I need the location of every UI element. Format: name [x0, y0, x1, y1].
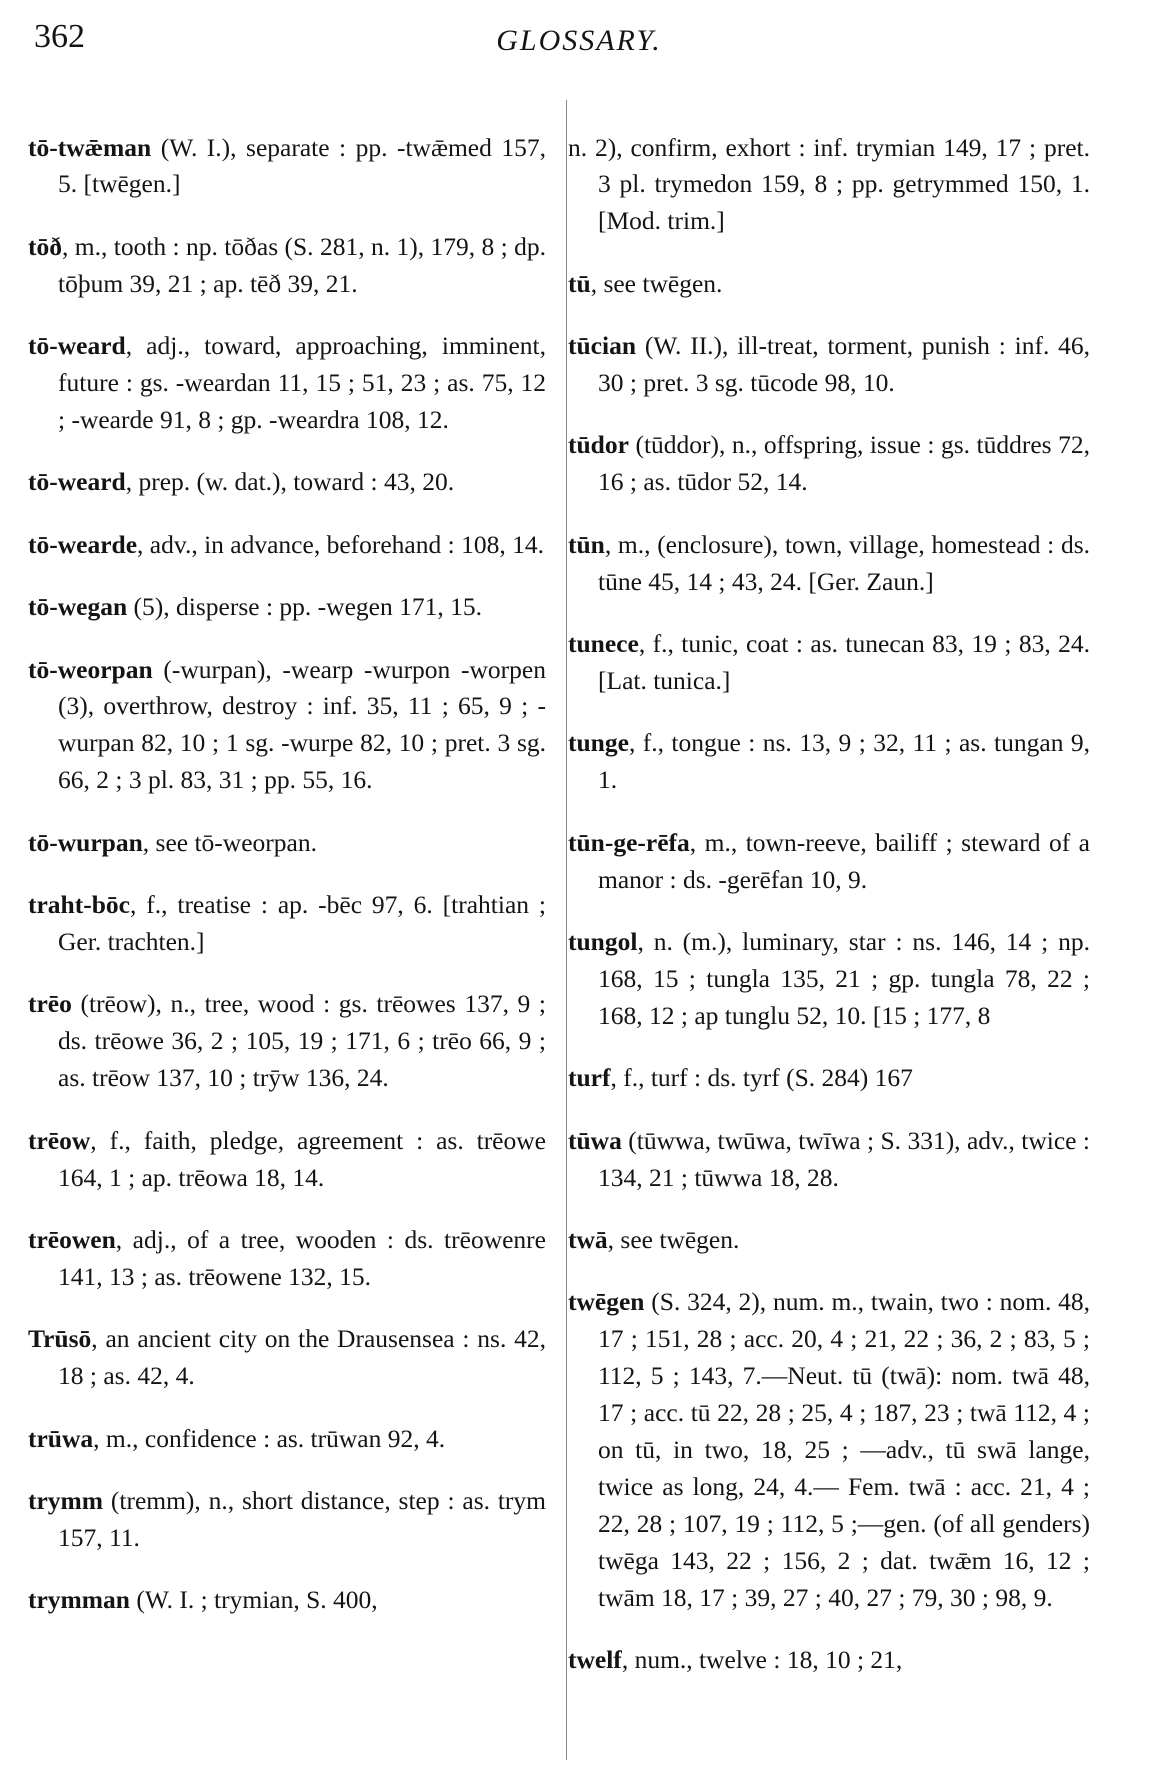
glossary-entry — [28, 229, 546, 303]
entry-definition: (tūwwa, twūwa, twīwa ; S. 331), adv., twice : 134, 21 ; tūwwa 18, 28. — [598, 1125, 1090, 1192]
entry-headword: tō-weorpan — [28, 654, 153, 684]
entry-definition: (S. 324, 2), num. m., twain, two : nom. 48, 17 ; 151, 28 ; acc. 20, 4 ; 21, 22 ; 36, 2 ; 83, 5 ; 112, 5 ; 143, 7.—Neut. tū (twā): nom. twā 48, 17 ; acc. tū 22, 28 ; 25, 4 ; 187, 23 ; twā 112, 4 ; on tū, in two, 18, 25 ; —adv., tū swā lange, twice as long, 24, 4.— Fem. twā : acc. 21, 4 ; 22, 28 ; 107, 19 ; 112, 5 ;—gen. (of all genders) twēga 143, 22 ; 156, 2 ; dat. twǣm 16, 12 ; twām 18, 17 ; 39, 27 ; 40, 27 ; 79, 30 ; 98, 9. — [598, 1287, 1090, 1612]
page-number: 362 — [34, 18, 85, 55]
glossary-entry — [28, 464, 546, 501]
column-divider — [566, 100, 567, 1760]
glossary-entry — [28, 1123, 546, 1197]
entry-headword: tō-twǣman — [28, 132, 152, 162]
entry-headword: tūcian — [568, 331, 637, 361]
entry-headword: trēo — [28, 989, 72, 1019]
entry-headword: trūwa — [28, 1423, 94, 1453]
glossary-entry — [28, 1421, 546, 1458]
entry-headword: tūdor — [568, 430, 629, 460]
entry-definition: , f., tongue : ns. 13, 9 ; 32, 11 ; as. tungan 9, 1. — [598, 728, 1090, 795]
entry-definition: , see tō-weorpan. — [142, 827, 317, 857]
entry-headword: tōð — [28, 231, 62, 261]
entry-headword: tō-wegan — [28, 592, 128, 622]
entry-headword: turf — [568, 1063, 611, 1093]
entry-definition: (W. II.), ill-treat, torment, punish : inf. 46, 30 ; pret. 3 sg. tūcode 98, 10. — [598, 331, 1090, 398]
glossary-entry — [28, 527, 546, 564]
entry-definition: , m., confidence : as. trūwan 92, 4. — [93, 1423, 446, 1453]
entry-definition: , f., faith, pledge, agreement : as. trēowe 164, 1 ; ap. trēowa 18, 14. — [58, 1125, 546, 1192]
entry-definition: , num., twelve : 18, 10 ; 21, — [621, 1645, 903, 1674]
entry-definition: , see twēgen. — [607, 1224, 740, 1254]
glossary-entry — [568, 626, 1090, 700]
glossary-entry — [28, 130, 546, 204]
entry-headword: twā — [568, 1224, 608, 1254]
glossary-entry — [568, 1284, 1090, 1616]
glossary-entry — [28, 328, 546, 439]
entry-definition: (W. I. ; trymian, S. 400, — [129, 1585, 378, 1615]
glossary-entry — [568, 527, 1090, 601]
glossary-entry — [28, 1483, 546, 1557]
glossary-entry — [28, 652, 546, 800]
glossary-entry — [568, 427, 1090, 501]
glossary-entry — [28, 887, 546, 961]
entry-definition: , f., turf : ds. tyrf (S. 284) 167 — [610, 1063, 913, 1093]
entry-definition: , n. (m.), luminary, star : ns. 146, 14 ; np. 168, 15 ; tungla 135, 21 ; gp. tungla 78, 22 ; 168, 12 ; ap tunglu 52, 10. [15 ; 177, 8 — [598, 927, 1090, 1030]
glossary-entry — [28, 1321, 546, 1395]
entry-headword: tūn-ge-rēfa — [568, 827, 690, 857]
glossary-entry — [568, 825, 1090, 899]
entry-headword: twelf — [568, 1645, 622, 1674]
entry-headword: trymman — [28, 1585, 130, 1615]
glossary-entry — [568, 1123, 1090, 1197]
glossary-entry — [568, 1642, 1090, 1679]
entry-headword: tunece — [568, 629, 639, 659]
entry-definition: , m., (enclosure), town, village, homestead : ds. tūne 45, 14 ; 43, 24. [Ger. Zaun.] — [598, 529, 1090, 596]
entry-definition: , f., treatise : ap. -bēc 97, 6. [trahtian ; Ger. trachten.] — [58, 890, 546, 956]
page-header — [0, 18, 1158, 70]
glossary-entry — [568, 130, 1090, 241]
entry-headword: tō-wearde — [28, 529, 138, 559]
entry-definition: , m., tooth : np. tōðas (S. 281, n. 1), 179, 8 ; dp. tōþum 39, 21 ; ap. tēð 39, 21. — [58, 231, 546, 298]
glossary-entry — [568, 328, 1090, 402]
entry-headword: traht-bōc — [28, 890, 130, 920]
entry-headword: tō-wurpan — [28, 827, 143, 857]
glossary-entry — [28, 589, 546, 626]
entry-definition: (-wurpan), -wearp -wurpon -worpen (3), overthrow, destroy : inf. 35, 11 ; 65, 9 ; -wurpan 82, 10 ; 1 sg. -wurpe 82, 10 ; pret. 3 sg. 66, 2 ; 3 pl. 83, 31 ; pp. 55, 16. — [58, 654, 546, 795]
entry-definition: , f., tunic, coat : as. tunecan 83, 19 ; 83, 24. [Lat. tunica.] — [598, 629, 1090, 695]
entry-headword: tū — [568, 268, 591, 298]
entry-definition: (trēow), n., tree, wood : gs. trēowes 137, 9 ; ds. trēowe 36, 2 ; 105, 19 ; 171, 6 ; trēo 66, 9 ; as. trēow 137, 10 ; trӯw 136, 24. — [58, 989, 546, 1093]
entry-headword: trymm — [28, 1485, 104, 1515]
right-column — [568, 104, 1090, 1704]
running-head: GLOSSARY. — [496, 24, 662, 57]
entry-definition: , adv., in advance, beforehand : 108, 14. — [137, 529, 544, 559]
entry-headword: trēowen — [28, 1224, 116, 1254]
entry-definition: , prep. (w. dat.), toward : 43, 20. — [125, 467, 455, 497]
glossary-entry — [28, 986, 546, 1097]
entry-headword: tūn — [568, 529, 605, 559]
entry-definition: (5), disperse : pp. -wegen 171, 15. — [127, 592, 482, 622]
entry-definition: , adj., toward, approaching, imminent, future : gs. -weardan 11, 15 ; 51, 23 ; as. 75, 12 ; -wearde 91, 8 ; gp. -weardra 108, 12. — [58, 331, 546, 434]
entry-headword: tungol — [568, 927, 638, 956]
entry-headword: tunge — [568, 728, 629, 758]
entry-definition: , an ancient city on the Drausensea : ns. 42, 18 ; as. 42, 4. — [58, 1324, 546, 1391]
left-column — [28, 104, 546, 1645]
entry-headword: tō-weard — [28, 331, 126, 361]
glossary-entry — [568, 924, 1090, 1035]
entry-definition: (tūddor), n., offspring, issue : gs. tūddres 72, 16 ; as. tūdor 52, 14. — [598, 430, 1090, 497]
entry-definition: (W. I.), separate : pp. -twǣmed 157, 5. [twēgen.] — [58, 132, 546, 199]
glossary-entry — [568, 1060, 1090, 1097]
entry-definition: , m., town-reeve, bailiff ; steward of a manor : ds. -gerēfan 10, 9. — [598, 827, 1090, 894]
entry-headword: tūwa — [568, 1125, 622, 1155]
entry-definition: (tremm), n., short distance, step : as. trym 157, 11. — [58, 1485, 546, 1552]
glossary-entry — [568, 266, 1090, 303]
glossary-entry — [568, 1222, 1090, 1259]
glossary-entry — [28, 1222, 546, 1296]
entry-headword: Trūsō — [28, 1324, 92, 1354]
entry-definition: , see twēgen. — [590, 268, 723, 298]
entry-definition: n. 2), confirm, exhort : inf. trymian 149, 17 ; pret. 3 pl. trymedon 159, 8 ; pp. getrymmed 150, 1. [Mod. trim.] — [568, 132, 1090, 236]
entry-headword: tō-weard — [28, 467, 126, 497]
glossary-entry — [28, 825, 546, 862]
entry-headword: twēgen — [568, 1287, 645, 1317]
entry-headword: trēow — [28, 1125, 91, 1155]
glossary-entry — [568, 725, 1090, 799]
glossary-entry — [28, 1582, 546, 1619]
entry-definition: , adj., of a tree, wooden : ds. trēowenre 141, 13 ; as. trēowene 132, 15. — [58, 1224, 546, 1291]
